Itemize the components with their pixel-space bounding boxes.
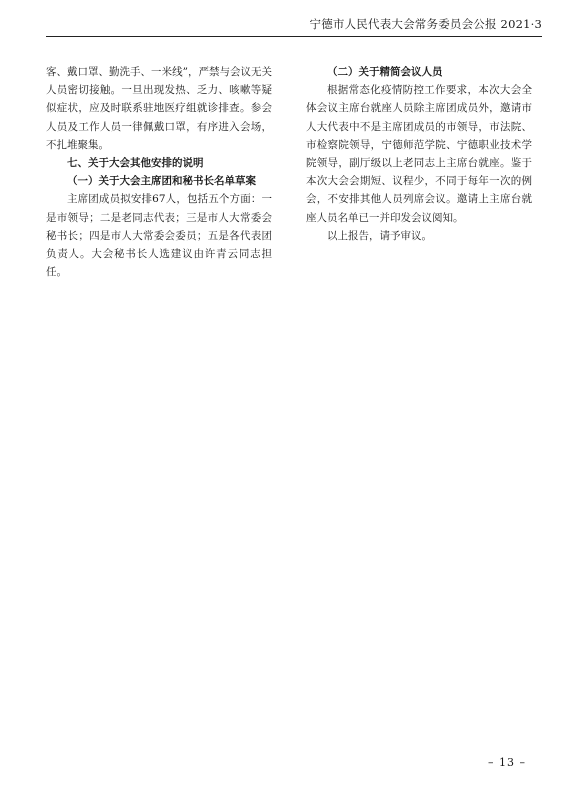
left-column — [46, 63, 272, 281]
page-number: – 13 – — [488, 756, 526, 769]
subsection-heading: （一）关于大会主席团和秘书长名单草案 — [67, 175, 256, 188]
section-heading: 七、关于大会其他安排的说明 — [67, 157, 204, 170]
right-column — [306, 63, 532, 245]
paragraph-continuation: 客、戴口罩、勤洗手、一米线”，严禁与会议无关人员密切接触。一旦出现发热、乏力、咳嗽等疑似症状，应及时联系驻地医疗组就诊排查。参会人员及工作人员一律佩戴口罩，有序进入会场，不扎堆聚集。 — [46, 66, 272, 151]
header-title: 宁德市人民代表大会常务委员会公报 2021·3 — [309, 17, 542, 31]
paragraph-closing: 以上报告，请予审议。 — [327, 229, 432, 242]
page-header — [46, 14, 542, 37]
subsection-heading: （二）关于精简会议人员 — [327, 66, 443, 78]
paragraph-presidium: 主席团成员拟安排67人，包括五个方面：一是市领导；二是老同志代表；三是市人大常委会秘书长；四是市人大常委会委员；五是各代表团负责人。大会秘书长人选建议由许青云同志担任。 — [46, 193, 272, 279]
paragraph-attendees: 根据常态化疫情防控工作要求，本次大会全体会议主席台就座人员除主席团成员外，邀请市人大代表中不是主席团成员的市领导，市法院、市检察院领导，宁德师范学院、宁德职业技术学院领导，副厅级以上老同志上主席台就座。鉴于本次大会会期短、议程少，不同于每年一次的例会，不安排其他人员列席会议。邀请上主席台就座人员名单已一并印发会议阅知。 — [306, 84, 532, 224]
